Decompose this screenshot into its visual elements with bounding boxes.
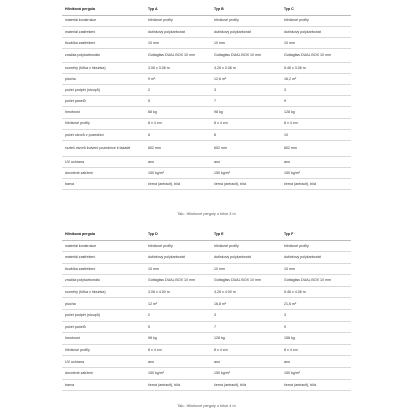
row-value: dutinkový polykarbonát [145,252,211,264]
table-row [62,140,351,156]
row-value: 8 x 4 cm [211,118,281,129]
row-value: ano [211,156,281,167]
row-value: 16,8 m² [211,298,281,310]
row-label: hmotnost [62,107,145,118]
row-value: hliníkové profily [145,240,211,252]
row-label: rozteč otvorů kotvení pozednice k fasádě [62,140,145,156]
table-row [62,298,351,310]
row-value: 98 kg [145,333,211,345]
table-row [62,379,351,391]
row-value: Guttagliss DUAL BOX 10 mm [145,49,211,63]
header-cell: Typ D [145,229,211,240]
row-value: 3 [211,310,281,322]
row-value: dutinkový polykarbonát [281,26,351,37]
row-value: 8 x 4 cm [281,118,351,129]
table-header-row [62,229,351,240]
row-label: barva [62,379,145,391]
row-label: dovolené zatížení [62,168,145,179]
row-value: 4.26 x 4.00 m [211,286,281,298]
header-cell: Typ F [281,229,351,240]
row-value: černá (antracit), bílá [281,179,351,190]
row-label: dovolené zatížení [62,368,145,380]
table-row [62,26,351,37]
row-value: dutinkový polykarbonát [281,252,351,264]
row-value: 3 [281,310,351,322]
row-value: 128 kg [281,107,351,118]
row-value: ano [281,156,351,167]
row-value: 98 kg [211,107,281,118]
row-value: 7 [211,96,281,107]
table-row [62,118,351,129]
row-value: 5.46 x 3.06 m [281,62,351,73]
row-value: 5 [145,96,211,107]
row-label: UV ochrana [62,156,145,167]
row-value: 3.06 x 3.06 m [145,62,211,73]
table-row [62,49,351,63]
row-value: 3 [281,84,351,95]
row-label: tloušťka zastřešení [62,37,145,48]
header-cell: Hliníková pergola [62,4,145,15]
row-value: 21,6 m² [281,298,351,310]
row-value: ano [145,156,211,167]
row-value: 5 [145,321,211,333]
table-row [62,286,351,298]
row-value: Guttagliss DUAL BOX 10 mm [211,49,281,63]
row-value: dutinkový polykarbonát [211,26,281,37]
row-value: 12,6 m² [211,73,281,84]
row-value: Guttagliss DUAL BOX 10 mm [211,275,281,287]
row-value: dutinkový polykarbonát [211,252,281,264]
row-value: 158 kg [281,333,351,345]
table-row [62,84,351,95]
row-value: 150 kg/m² [211,368,281,380]
row-label: materiál zastřešení [62,26,145,37]
row-value: 150 kg/m² [281,368,351,380]
row-value: 8 x 4 cm [211,344,281,356]
row-value: černá (antracit), bílá [211,379,281,391]
row-value: 8 [211,129,281,140]
table-row [62,368,351,380]
row-value: 602 mm [145,140,211,156]
row-value: ano [211,356,281,368]
pergola-table-4m [62,229,351,391]
row-value: ano [145,356,211,368]
row-value: 9 m² [145,73,211,84]
row-label: plocha [62,73,145,84]
table-row [62,356,351,368]
row-value: 68 kg [145,107,211,118]
table-row [62,62,351,73]
table-row [62,344,351,356]
row-value: 10 mm [145,37,211,48]
table-caption: Tab.: Hliníkové pergoly o šířce 3 m [177,212,236,216]
row-label: počet podpěr (sloupů) [62,310,145,322]
table-row [62,252,351,264]
row-value: 2 [145,84,211,95]
row-value: 9 [281,96,351,107]
table-row [62,333,351,345]
row-value: Guttagliss DUAL BOX 10 mm [281,49,351,63]
row-value: hliníkové profily [211,15,281,26]
row-label: hmotnost [62,333,145,345]
table-row [62,96,351,107]
table-row [62,168,351,179]
row-value: ano [281,356,351,368]
row-value: 8 x 4 cm [145,118,211,129]
table-row [62,263,351,275]
table-row [62,240,351,252]
row-label: počet panelů [62,321,145,333]
row-label: počet panelů [62,96,145,107]
row-value: 6 [145,129,211,140]
table-row [62,107,351,118]
row-value: 5.46 x 4.06 m [281,286,351,298]
row-label: materiál zastřešení [62,252,145,264]
row-label: materiál konstrukce [62,15,145,26]
row-value: 3.06 x 4.00 m [145,286,211,298]
row-value: 3 [211,84,281,95]
row-value: černá (antracit), bílá [145,379,211,391]
row-label: rozměry (šířka x hloubka) [62,286,145,298]
table-row [62,179,351,190]
row-label: plocha [62,298,145,310]
table-row [62,321,351,333]
table-row [62,275,351,287]
row-value: 16,2 m² [281,73,351,84]
row-label: počet podpěr (sloupů) [62,84,145,95]
row-value: 602 mm [281,140,351,156]
row-label: materiál konstrukce [62,240,145,252]
row-value: 602 mm [211,140,281,156]
row-value: hliníkové profily [145,15,211,26]
row-value: 7 [211,321,281,333]
row-value: hliníkové profily [281,240,351,252]
header-cell: Hliníková pergola [62,229,145,240]
table-row [62,310,351,322]
row-label: barva [62,179,145,190]
row-value: 10 mm [211,37,281,48]
table-header-row [62,4,351,15]
row-value: hliníkové profily [211,240,281,252]
pergola-table-3m [62,4,351,190]
row-label: tloušťka zastřešení [62,263,145,275]
row-label: hliníkové profily [62,118,145,129]
row-value: hliníkové profily [281,15,351,26]
row-label: počet otvorů v pozednici [62,129,145,140]
row-value: 10 mm [281,263,351,275]
row-label: UV ochrana [62,356,145,368]
row-label: značka polykarbonátu [62,49,145,63]
table-row [62,37,351,48]
row-value: 150 kg/m² [145,368,211,380]
row-label: rozměry (šířka x hloubka) [62,62,145,73]
row-value: černá (antracit), bílá [145,179,211,190]
row-value: Guttagliss DUAL BOX 10 mm [281,275,351,287]
row-value: 8 x 4 cm [281,344,351,356]
row-value: dutinkový polykarbonát [145,26,211,37]
header-cell: Typ B [211,4,281,15]
row-value: 4.26 x 3.06 m [211,62,281,73]
row-value: 10 mm [211,263,281,275]
row-value: 10 mm [281,37,351,48]
table-row [62,156,351,167]
row-label: hliníkové profily [62,344,145,356]
row-value: 10 [281,129,351,140]
row-value: černá (antracit), bílá [211,179,281,190]
row-value: 128 kg [211,333,281,345]
row-value: 8 x 4 cm [145,344,211,356]
row-value: 10 mm [145,263,211,275]
header-cell: Typ C [281,4,351,15]
row-value: černá (antracit), bílá [281,379,351,391]
row-label: značka polykarbonátu [62,275,145,287]
row-value: 150 kg/m² [145,168,211,179]
table-row [62,129,351,140]
table-row [62,15,351,26]
header-cell: Typ A [145,4,211,15]
row-value: 9 [281,321,351,333]
row-value: 150 kg/m² [211,168,281,179]
row-value: 150 kg/m² [281,168,351,179]
table-caption: Tab.: Hliníkové pergoly o šířce 4 m [177,404,236,408]
row-value: Guttagliss DUAL BOX 10 mm [145,275,211,287]
row-value: 12 m² [145,298,211,310]
row-value: 2 [145,310,211,322]
header-cell: Typ E [211,229,281,240]
table-row [62,73,351,84]
